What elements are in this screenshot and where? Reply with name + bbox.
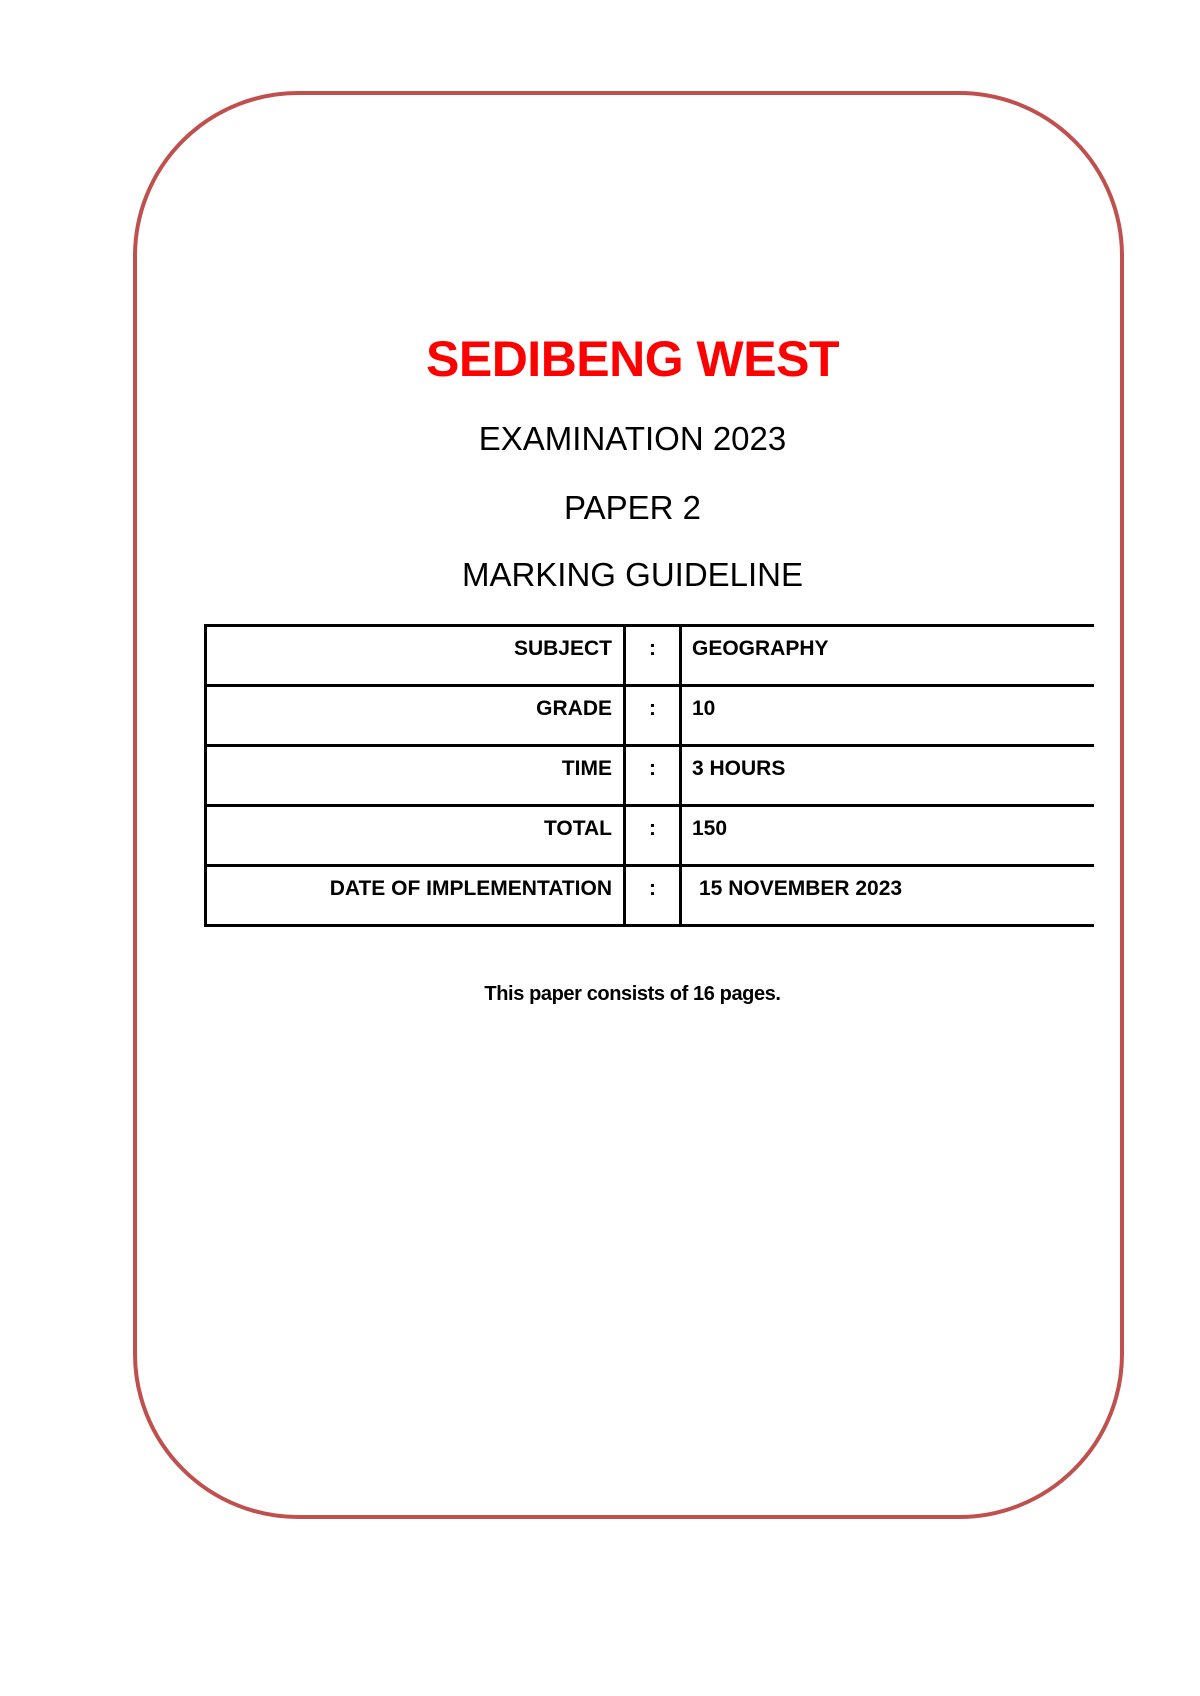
- total-label: TOTAL: [206, 806, 625, 866]
- table-row-subject: [206, 626, 1095, 686]
- date-separator: :: [625, 866, 681, 926]
- subject-value: GEOGRAPHY: [692, 637, 829, 660]
- examination-heading: EXAMINATION 2023: [478, 420, 787, 457]
- subject-label: SUBJECT: [206, 626, 625, 686]
- total-value: 150: [692, 817, 728, 840]
- table-row-time: [206, 746, 1095, 806]
- subject-separator: :: [625, 626, 681, 686]
- exam-info-table: [204, 624, 1094, 927]
- time-separator: :: [625, 746, 681, 806]
- date-label: DATE OF IMPLEMENTATION: [206, 866, 625, 926]
- table-row-date: [206, 866, 1095, 926]
- paper-number-heading: PAPER 2: [564, 489, 701, 526]
- table-row-grade: [206, 686, 1095, 746]
- school-name-title: SEDIBENG WEST: [426, 331, 839, 387]
- time-label: TIME: [206, 746, 625, 806]
- grade-separator: :: [625, 686, 681, 746]
- date-value: 15 NOVEMBER 2023: [699, 877, 903, 900]
- table-row-total: [206, 806, 1095, 866]
- document-type-heading: MARKING GUIDELINE: [461, 556, 804, 593]
- total-separator: :: [625, 806, 681, 866]
- grade-label: GRADE: [206, 686, 625, 746]
- page-count-note: This paper consists of 16 pages.: [484, 983, 781, 1005]
- time-value: 3 HOURS: [692, 757, 786, 780]
- grade-value: 10: [692, 697, 716, 720]
